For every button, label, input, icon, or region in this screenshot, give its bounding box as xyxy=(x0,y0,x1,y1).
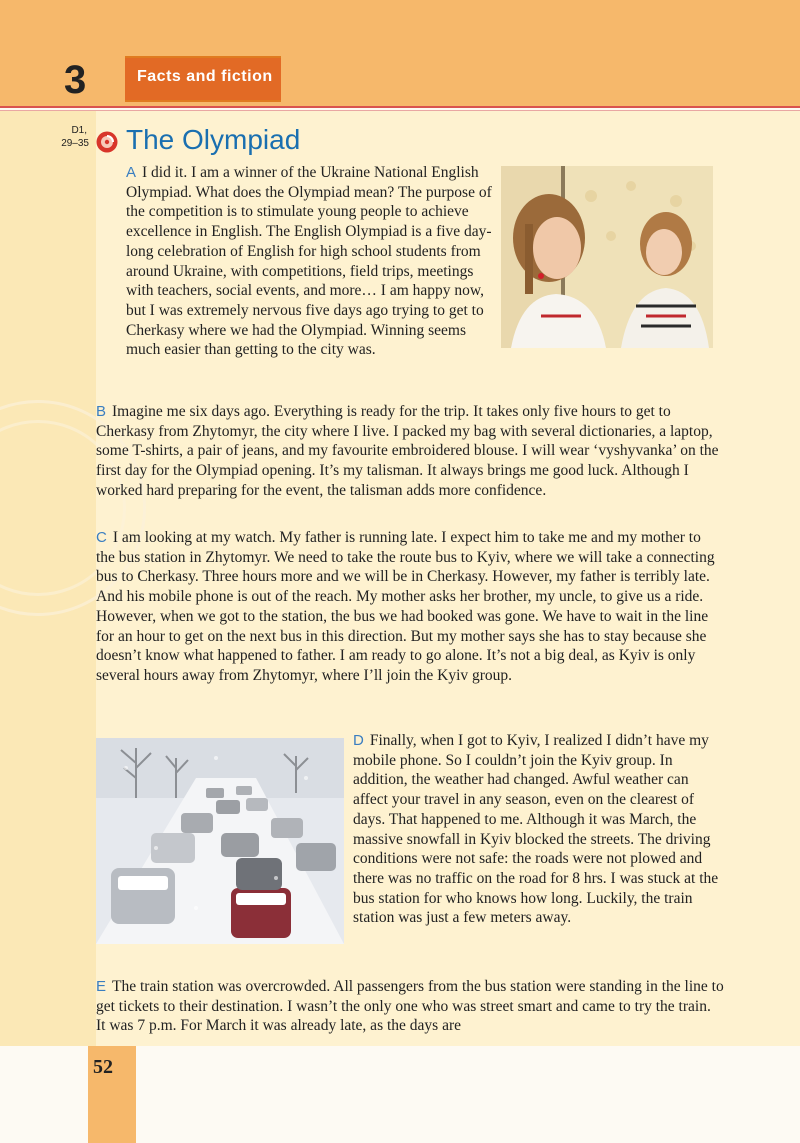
photo-girl-mirror xyxy=(501,166,713,348)
paragraph-e xyxy=(96,977,724,1036)
cd-audio-icon[interactable] xyxy=(96,131,118,153)
unit-title: Facts and fiction xyxy=(137,68,273,85)
paragraph-text: Finally, when I got to Kyiv, I realized I didn’t have my mobile phone. So I couldn’t join the Kyiv group. In addition, the weather had changed. Awful weather can affect your travel in any season, even on the clearest of days. That happened to me. Although it was March, the massive snowfall in Kyiv blocked the streets. The driving conditions were not safe: the roads were not plowed and there was no traffic on the road for 8 hrs. I was stuck at the bus station for who knows how long. Luckily, the train station was just a few meters away. xyxy=(353,732,719,927)
paragraph-text: The train station was overcrowded. All passengers from the bus station were standing in the line to get tickets to their destination. I wasn’t the only one who was street smart and came to try the train. It was 7 p.m. For March it was already late, as the days are xyxy=(96,978,724,1035)
paragraph-text: I am looking at my watch. My father is running late. I expect him to take me and my mother to the bus station in Zhytomyr. We need to take the route bus to Kyiv, where we will take a connecting bus to Cherkasy. Three hours more and we will be in Cherkasy. However, my father is terribly late. And his mobile phone is out of the reach. My mother asks her brother, my uncle, to give us a ride. However, when we got to the station, the bus we had booked was gone. We have to wait in the line for an hour to get on the next bus in this direction. But my mother says she has to stay because she doesn’t know what happened to father. I am ready to go alone. It’s not a big deal, as Kyiv is only several hours away from Zhytomyr, where I’ll join the Kyiv group. xyxy=(96,529,715,684)
paragraph-a xyxy=(126,163,496,360)
paragraph-d xyxy=(353,731,723,928)
snow-traffic-illustration xyxy=(96,738,344,944)
photo-snowy-road xyxy=(96,738,344,944)
paragraph-letter: D xyxy=(353,732,364,749)
header-band xyxy=(0,0,800,106)
header-divider xyxy=(0,106,800,108)
paragraph-text: Imagine me six days ago. Everything is ready for the trip. It takes only five hours to get to Cherkasy from Zhytomyr, the city where I live. I packed my bag with several dictionaries, a laptop, some T-shirts, a pair of jeans, and my favourite embroidered blouse. I will wear ‘vyshyvanka’ on the first day for the Olympiad opening. It’s my talisman. It always brings me good luck. Although I worked hard preparing for the event, the talisman adds more confidence. xyxy=(96,403,719,499)
paragraph-b xyxy=(96,402,720,501)
unit-number: 3 xyxy=(64,58,87,102)
track-code: D1, xyxy=(71,125,87,136)
paragraph-letter: A xyxy=(126,164,137,181)
paragraph-letter: C xyxy=(96,529,107,546)
paragraph-c xyxy=(96,528,720,686)
paragraph-text: I did it. I am a winner of the Ukraine National English Olympiad. What does the Olympiad mean? The purpose of the competition is to stimulate young people to achieve excellence in English. The English Olympiad is a five day-long celebration of English for high school students from around Ukraine, with competitions, field trips, meetings with teachers, social events, and more… I am happy now, but I was extremely nervous five days ago trying to get to Cherkasy where we had the Olympiad. Winning seems much easier than getting to the city was. xyxy=(126,164,492,359)
paragraph-letter: E xyxy=(96,978,107,995)
track-reference xyxy=(47,124,89,164)
track-range: 29–35 xyxy=(61,138,89,149)
paragraph-letter: B xyxy=(96,403,107,420)
girl-mirror-illustration xyxy=(501,166,713,348)
page-number: 52 xyxy=(93,1056,113,1078)
article-title: The Olympiad xyxy=(126,124,301,155)
